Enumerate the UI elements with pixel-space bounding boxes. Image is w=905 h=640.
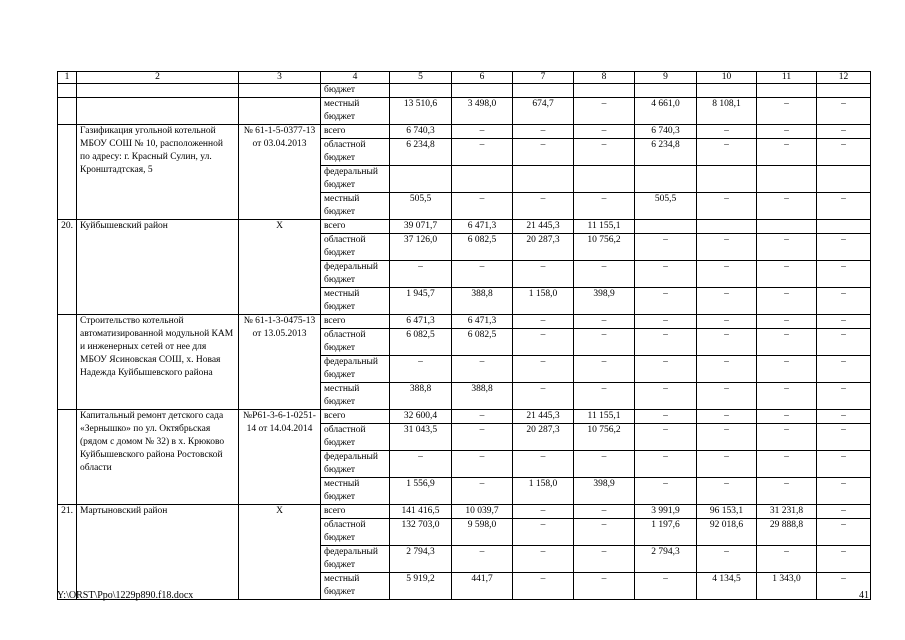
amount-cell: 96 153,1 [697,505,757,519]
empty-cell [239,84,321,98]
amount-cell: – [817,451,871,478]
column-number: 9 [635,72,697,84]
amount-cell: 141 416,5 [390,505,452,519]
amount-cell: – [513,125,574,139]
amount-cell: 6 471,3 [452,220,513,234]
funding-source: местный бюджет [321,288,390,315]
amount-cell: – [817,356,871,383]
amount-cell: – [635,451,697,478]
amount-cell: – [697,315,757,329]
amount-cell [390,84,452,98]
column-number: 10 [697,72,757,84]
amount-cell: 6 471,3 [452,315,513,329]
column-number: 3 [239,72,321,84]
funding-source: областной бюджет [321,234,390,261]
amount-cell: 132 703,0 [390,519,452,546]
amount-cell [697,84,757,98]
amount-cell: 1 945,7 [390,288,452,315]
amount-cell: – [817,125,871,139]
amount-cell [574,84,635,98]
row-number: 21. [58,505,77,600]
funding-source: всего [321,315,390,329]
amount-cell: – [513,193,574,220]
table-row [58,410,871,424]
amount-cell: – [452,410,513,424]
amount-cell: – [697,356,757,383]
expertise-document: Х [239,220,321,315]
amount-cell: – [697,193,757,220]
amount-cell [635,166,697,193]
amount-cell: – [697,478,757,505]
empty-cell [58,98,77,125]
amount-cell: – [757,139,817,166]
funding-source: федеральный бюджет [321,261,390,288]
column-number: 12 [817,72,871,84]
amount-cell: 92 018,6 [697,519,757,546]
amount-cell: – [452,546,513,573]
amount-cell: 29 888,8 [757,519,817,546]
expertise-document: № 61-1-5-0377-13 от 03.04.2013 [239,125,321,220]
funding-source: местный бюджет [321,573,390,600]
amount-cell [390,166,452,193]
amount-cell: 6 234,8 [390,139,452,166]
amount-cell [635,84,697,98]
funding-source: местный бюджет [321,383,390,410]
amount-cell: – [697,234,757,261]
amount-cell: 505,5 [390,193,452,220]
amount-cell: 3 498,0 [452,98,513,125]
amount-cell: – [452,125,513,139]
amount-cell: 39 071,7 [390,220,452,234]
amount-cell: 2 794,3 [390,546,452,573]
amount-cell: – [697,451,757,478]
amount-cell [817,84,871,98]
amount-cell: – [757,383,817,410]
object-name: Газификация угольной котельной МБОУ СОШ № 10, расположенной по адресу: г. Красный Сулин, ул. Кронштадтская, 5 [77,125,239,220]
amount-cell: – [817,505,871,519]
amount-cell: – [757,424,817,451]
funding-source: федеральный бюджет [321,356,390,383]
amount-cell: – [513,139,574,166]
amount-cell: – [635,424,697,451]
expertise-document: №Р61-3-6-1-0251-14 от 14.04.2014 [239,410,321,505]
amount-cell: – [513,546,574,573]
amount-cell: – [574,98,635,125]
amount-cell: – [697,125,757,139]
amount-cell: – [513,519,574,546]
amount-cell: – [817,424,871,451]
amount-cell: – [574,505,635,519]
amount-cell: – [574,125,635,139]
amount-cell: – [697,288,757,315]
amount-cell: 6 082,5 [452,234,513,261]
amount-cell [697,166,757,193]
amount-cell: – [513,505,574,519]
column-number: 6 [452,72,513,84]
amount-cell: – [635,573,697,600]
table-row [58,505,871,519]
amount-cell [635,220,697,234]
amount-cell: – [574,383,635,410]
funding-source: федеральный бюджет [321,166,390,193]
amount-cell: – [574,329,635,356]
empty-cell [77,84,239,98]
funding-source: всего [321,410,390,424]
amount-cell [574,166,635,193]
amount-cell: – [452,139,513,166]
amount-cell: – [697,546,757,573]
amount-cell: – [757,98,817,125]
amount-cell: – [817,261,871,288]
amount-cell: – [452,356,513,383]
object-name: Мартыновский район [77,505,239,600]
funding-source: областной бюджет [321,329,390,356]
amount-cell: – [697,383,757,410]
amount-cell: – [817,410,871,424]
amount-cell: – [574,356,635,383]
amount-cell [452,84,513,98]
amount-cell: – [574,261,635,288]
amount-cell: – [697,261,757,288]
funding-source: областной бюджет [321,139,390,166]
amount-cell: – [757,193,817,220]
amount-cell: 9 598,0 [452,519,513,546]
amount-cell: 388,8 [452,288,513,315]
amount-cell: – [757,234,817,261]
table-row [58,220,871,234]
amount-cell: 441,7 [452,573,513,600]
amount-cell [817,166,871,193]
amount-cell: 398,9 [574,478,635,505]
funding-source: всего [321,220,390,234]
amount-cell: – [513,451,574,478]
amount-cell: 388,8 [390,383,452,410]
amount-cell: 6 740,3 [390,125,452,139]
amount-cell: – [635,410,697,424]
amount-cell: – [513,573,574,600]
amount-cell: – [452,424,513,451]
budget-table [57,71,871,600]
amount-cell: – [574,451,635,478]
row-number [58,125,77,220]
expertise-document: Х [239,505,321,600]
file-path: Y:\ORST\Ppo\1229p890.f18.docx [57,590,194,601]
amount-cell: – [817,546,871,573]
amount-cell: – [757,451,817,478]
amount-cell: – [757,261,817,288]
amount-cell: – [697,410,757,424]
table-row [58,84,871,98]
amount-cell: 31 231,8 [757,505,817,519]
table-row [58,125,871,139]
amount-cell: 10 756,2 [574,424,635,451]
amount-cell: – [635,234,697,261]
column-number: 1 [58,72,77,84]
amount-cell: – [390,261,452,288]
amount-cell: – [513,329,574,356]
amount-cell: – [757,315,817,329]
amount-cell: – [817,329,871,356]
amount-cell: 20 287,3 [513,234,574,261]
amount-cell: – [635,383,697,410]
funding-source: областной бюджет [321,519,390,546]
amount-cell: – [635,356,697,383]
column-number: 2 [77,72,239,84]
amount-cell: 10 039,7 [452,505,513,519]
amount-cell [757,220,817,234]
amount-cell: – [574,573,635,600]
funding-source: всего [321,125,390,139]
amount-cell: 388,8 [452,383,513,410]
amount-cell: – [574,139,635,166]
amount-cell [513,84,574,98]
amount-cell: 674,7 [513,98,574,125]
amount-cell: 1 556,9 [390,478,452,505]
amount-cell: – [757,478,817,505]
amount-cell [452,166,513,193]
object-name: Куйбышевский район [77,220,239,315]
funding-source: местный бюджет [321,98,390,125]
amount-cell: – [817,478,871,505]
amount-cell: 1 158,0 [513,478,574,505]
row-number: 20. [58,220,77,315]
column-number: 11 [757,72,817,84]
amount-cell: 6 082,5 [390,329,452,356]
amount-cell: – [697,329,757,356]
amount-cell: 2 794,3 [635,546,697,573]
amount-cell: – [390,451,452,478]
amount-cell: 11 155,1 [574,220,635,234]
amount-cell: – [513,356,574,383]
column-number-row [58,72,871,84]
amount-cell: 31 043,5 [390,424,452,451]
amount-cell: – [757,410,817,424]
amount-cell: – [757,329,817,356]
amount-cell: – [757,125,817,139]
amount-cell: 3 991,9 [635,505,697,519]
funding-source: всего [321,505,390,519]
amount-cell: 11 155,1 [574,410,635,424]
amount-cell [757,84,817,98]
amount-cell: – [452,193,513,220]
page-number: 41 [859,590,869,601]
amount-cell: 1 343,0 [757,573,817,600]
column-number: 4 [321,72,390,84]
object-name: Капитальный ремонт детского сада «Зернышко» по ул. Октябрьская (рядом с домом № 32) в х. Крюково Куйбышевского района Ростовской области [77,410,239,505]
amount-cell: – [452,261,513,288]
expertise-document: № 61-1-3-0475-13 от 13.05.2013 [239,315,321,410]
funding-source: бюджет [321,84,390,98]
amount-cell: 6 471,3 [390,315,452,329]
amount-cell: 13 510,6 [390,98,452,125]
object-name: Строительство котельной автоматизированной модульной КАМ и инженерных сетей от нее для МБОУ Ясиновская СОШ, х. Новая Надежда Куйбышевского района [77,315,239,410]
amount-cell: – [757,546,817,573]
amount-cell: – [635,315,697,329]
amount-cell: 6 740,3 [635,125,697,139]
amount-cell: – [817,573,871,600]
funding-source: местный бюджет [321,478,390,505]
amount-cell: 8 108,1 [697,98,757,125]
amount-cell: – [817,139,871,166]
empty-cell [77,98,239,125]
amount-cell: – [817,288,871,315]
column-number: 8 [574,72,635,84]
amount-cell [817,220,871,234]
column-number: 7 [513,72,574,84]
amount-cell: 1 158,0 [513,288,574,315]
amount-cell: 398,9 [574,288,635,315]
amount-cell: – [513,383,574,410]
amount-cell: 32 600,4 [390,410,452,424]
amount-cell: 6 234,8 [635,139,697,166]
amount-cell: – [757,288,817,315]
row-number [58,315,77,410]
amount-cell: – [574,546,635,573]
amount-cell: 20 287,3 [513,424,574,451]
amount-cell: – [697,139,757,166]
amount-cell: 1 197,6 [635,519,697,546]
amount-cell: – [452,451,513,478]
amount-cell: 505,5 [635,193,697,220]
amount-cell: 6 082,5 [452,329,513,356]
amount-cell: 10 756,2 [574,234,635,261]
amount-cell [513,166,574,193]
amount-cell [757,166,817,193]
funding-source: областной бюджет [321,424,390,451]
funding-source: федеральный бюджет [321,546,390,573]
amount-cell: – [635,288,697,315]
amount-cell: – [574,519,635,546]
amount-cell: 21 445,3 [513,410,574,424]
funding-source: федеральный бюджет [321,451,390,478]
amount-cell: – [574,315,635,329]
amount-cell: – [513,261,574,288]
amount-cell: – [635,261,697,288]
amount-cell: – [513,315,574,329]
amount-cell: 4 134,5 [697,573,757,600]
amount-cell [697,220,757,234]
amount-cell: – [817,315,871,329]
funding-source: местный бюджет [321,193,390,220]
empty-cell [239,98,321,125]
amount-cell: – [574,193,635,220]
amount-cell: 4 661,0 [635,98,697,125]
row-number [58,410,77,505]
table-row [58,98,871,125]
amount-cell: – [757,356,817,383]
empty-cell [58,84,77,98]
amount-cell: 37 126,0 [390,234,452,261]
amount-cell: – [817,519,871,546]
amount-cell: – [817,193,871,220]
amount-cell: – [452,478,513,505]
amount-cell: – [817,98,871,125]
amount-cell: – [635,329,697,356]
column-number: 5 [390,72,452,84]
amount-cell: – [817,383,871,410]
amount-cell: – [635,478,697,505]
amount-cell: 21 445,3 [513,220,574,234]
amount-cell: – [390,356,452,383]
amount-cell: – [817,234,871,261]
amount-cell: 5 919,2 [390,573,452,600]
amount-cell: – [697,424,757,451]
table-row [58,315,871,329]
